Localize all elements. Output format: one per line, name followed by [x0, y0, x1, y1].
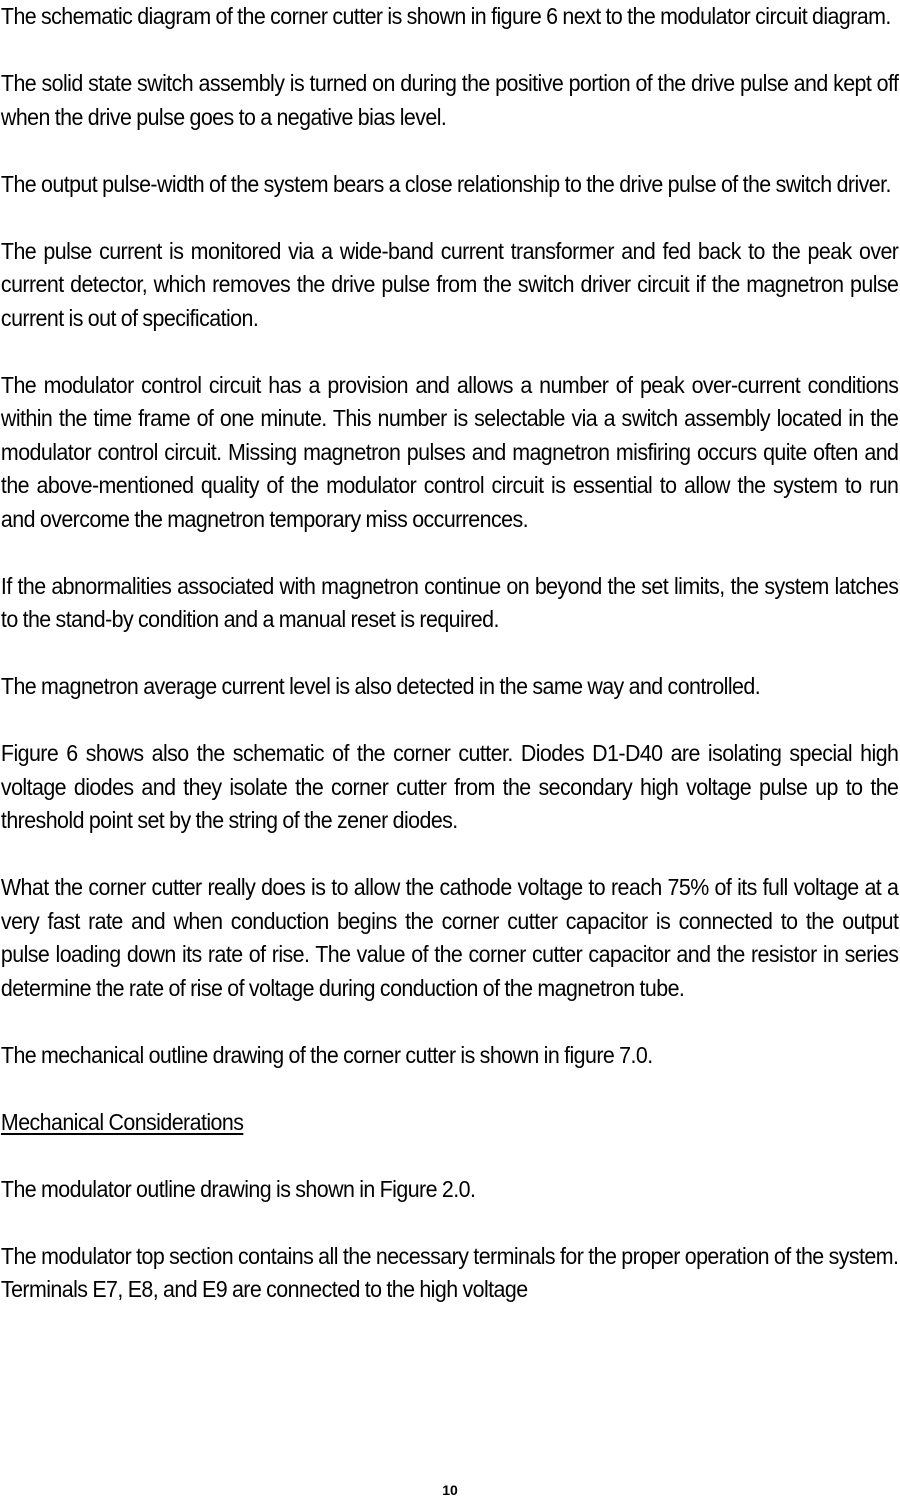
paragraph-switch-assembly: The solid state switch assembly is turned on during the positive portion of the drive pulse and kept off when the drive pulse goes to a negative bias level. [0, 70, 899, 130]
paragraph-gap [1, 838, 898, 872]
paragraph-gap [1, 201, 898, 235]
paragraph-modulator-control: The modulator control circuit has a provision and allows a number of peak over-current conditions within the time frame of one minute. This number is selectable via a switch assembly located in the modulator control circuit. Missing magnetron pulses and magnetron misfiring occurs quite often and the above-mentioned quality of the modulator control circuit is essential to allow the system to run and overcome the magnetron temporary miss occurrences. [0, 371, 899, 532]
paragraph-pulse-current-monitor: The pulse current is monitored via a wide-band current transformer and fed back to the peak over current detector, which removes the drive pulse from the switch driver circuit if the magnetron pulse current is out of specification. [0, 237, 899, 331]
paragraph-schematic-intro: The schematic diagram of the corner cutter is shown in figure 6 next to the modulator circuit diagram. [0, 3, 891, 29]
page-number: 10 [442, 1482, 458, 1498]
paragraph-modulator-outline: The modulator outline drawing is shown in Figure 2.0. [0, 1175, 476, 1202]
paragraph-gap [1, 637, 898, 671]
paragraph-gap [1, 1005, 898, 1039]
paragraph-gap [1, 1139, 898, 1173]
paragraph-gap [1, 1072, 898, 1106]
paragraph-mechanical-outline: The mechanical outline drawing of the corner cutter is shown in figure 7.0. [0, 1041, 653, 1068]
paragraph-corner-cutter-function: What the corner cutter really does is to allow the cathode voltage to reach 75% of its full voltage at a very fast rate and when conduction begins the corner cutter capacitor is connected to the output pulse loading down its rate of rise. The value of the corner cutter capacitor and the resistor in series determine the rate of rise of voltage during conduction of the magnetron tube. [0, 874, 899, 1001]
paragraph-abnormalities: If the abnormalities associated with magnetron continue on beyond the set limits, the system latches to the stand-by condition and a manual reset is required. [0, 572, 899, 632]
paragraph-gap [1, 704, 898, 738]
paragraph-gap [1, 536, 898, 570]
paragraph-gap [1, 335, 898, 369]
paragraph-gap [1, 134, 898, 168]
paragraph-output-pulse-width: The output pulse-width of the system bears a close relationship to the drive pulse of the switch driver. [0, 170, 891, 197]
section-heading-mechanical-considerations: Mechanical Considerations [0, 1108, 244, 1135]
paragraph-gap [1, 1206, 898, 1240]
paragraph-modulator-top-section: The modulator top section contains all the necessary terminals for the proper operation of the system. Terminals E7, E8, and E9 are connected to the high voltage [0, 1242, 899, 1302]
paragraph-average-current: The magnetron average current level is also detected in the same way and controlled. [0, 673, 761, 699]
paragraph-gap [1, 34, 898, 68]
paragraph-corner-cutter-schematic: Figure 6 shows also the schematic of the corner cutter. Diodes D1-D40 are isolating special high voltage diodes and they isolate the corner cutter from the secondary high voltage pulse up to the threshold point set by the string of the zener diodes. [0, 740, 899, 833]
